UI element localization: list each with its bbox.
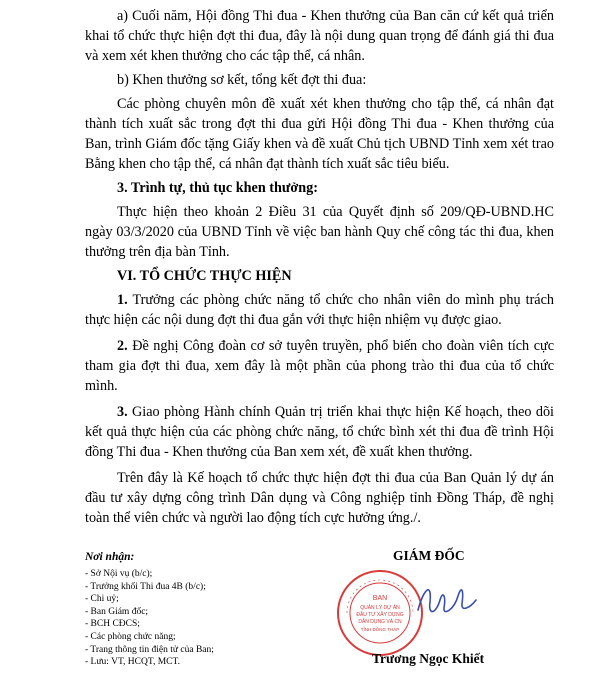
svg-text:ĐẦU TƯ XÂY DỰNG: ĐẦU TƯ XÂY DỰNG [356, 612, 404, 618]
svg-text:TỈNH ĐỒNG THÁP: TỈNH ĐỒNG THÁP [360, 627, 400, 632]
list-item-2 [85, 336, 554, 396]
svg-text:DÂN DỤNG VÀ CN: DÂN DỤNG VÀ CN [358, 619, 402, 625]
recipients-title: Nơi nhận: [85, 551, 135, 563]
document-body [85, 6, 554, 532]
recipient-item: - Trưởng khối Thi đua 4B (b/c); [85, 581, 206, 592]
item-number: 3. [117, 404, 128, 420]
handwritten-signature [410, 570, 480, 625]
svg-text:BAN: BAN [372, 595, 388, 602]
recipient-item: - Ban Giám đốc; [85, 606, 149, 617]
paragraph-b-detail: Các phòng chuyên môn đề xuất xét khen thưởng cho tập thể, cá nhân đạt thành tích xuất sắc trong đợt thi đua gửi Hội đồng Thi đua - Khen thưởng của Ban, trình Giám đốc tặng Giấy khen và đề xuất Chủ tịch UBND Tỉnh xem xét trao Bằng khen cho tập thể, cá nhân đạt thành tích xuất sắc tiêu biểu. [85, 96, 554, 172]
item-text: Trưởng các phòng chức năng tổ chức cho nhân viên do mình phụ trách thực hiện các nội dung đợt thi đua gắn với thực hiện nhiệm vụ được giao. [85, 292, 554, 328]
recipient-item: - Các phòng chức năng; [85, 631, 176, 642]
recipient-item: - BCH CĐCS; [85, 619, 140, 630]
list-item-1 [85, 290, 554, 330]
item-number: 1. [117, 292, 128, 308]
recipient-item: - Chi uỷ; [85, 594, 119, 605]
paragraph-b: b) Khen thưởng sơ kết, tổng kết đợt thi đua: [117, 72, 367, 88]
paragraph-a: a) Cuối năm, Hội đồng Thi đua - Khen thưởng của Ban căn cứ kết quả triển khai tổ chức thực hiện đợt thi đua, đây là nội dung quan trọng để đánh giá thi đua và xem xét khen thưởng cho các tập thể, cá nhân. [85, 8, 554, 64]
item-text: Đề nghị Công đoàn cơ sở tuyên truyền, phổ biến cho đoàn viên tích cực tham gia đợt thi đua, xem đây là một phần của phong trào thi đua của tổ chức mình. [85, 338, 554, 394]
item-text: Giao phòng Hành chính Quản trị triển khai thực hiện Kế hoạch, theo dõi kết quả thực hiện của các phòng chức năng, tổ chức bình xét thi đua đề trình Hội đồng Thi đua - Khen thưởng của Ban xem xét, đề xuất khen thưởng. [85, 404, 554, 460]
svg-text:QUẢN LÝ DỰ ÁN: QUẢN LÝ DỰ ÁN [360, 605, 400, 611]
paragraph-procedure: Thực hiện theo khoản 2 Điều 31 của Quyết định số 209/QĐ-UBND.HC ngày 03/3/2020 của UBND Tỉnh về việc ban hành Quy chế công tác thi đua, khen thưởng trên địa bàn Tỉnh. [85, 204, 554, 260]
recipient-item: - Sở Nội vụ (b/c); [85, 569, 153, 579]
signer-name: Trương Ngọc Khiết [372, 651, 485, 666]
closing-paragraph: Trên đây là Kế hoạch tổ chức thực hiện đợt thi đua của Ban Quản lý dự án đầu tư xây dựng công trình Dân dụng và Công nghiệp tỉnh Đồng Tháp, đề nghị toàn thể viên chức và người lao động tích cực hưởng ứng./. [85, 470, 554, 526]
list-item-3 [85, 402, 554, 462]
heading-procedure: 3. Trình tự, thủ tục khen thưởng: [117, 180, 318, 196]
item-number: 2. [117, 338, 128, 354]
signer-title: GIÁM ĐỐC [393, 548, 465, 563]
recipient-item: - Trang thông tin điện tử của Ban; [85, 644, 214, 655]
section-heading-vi: VI. TỔ CHỨC THỰC HIỆN [117, 268, 292, 284]
recipients-list [85, 568, 214, 669]
recipient-item: - Lưu: VT, HCQT, MCT. [85, 657, 180, 668]
